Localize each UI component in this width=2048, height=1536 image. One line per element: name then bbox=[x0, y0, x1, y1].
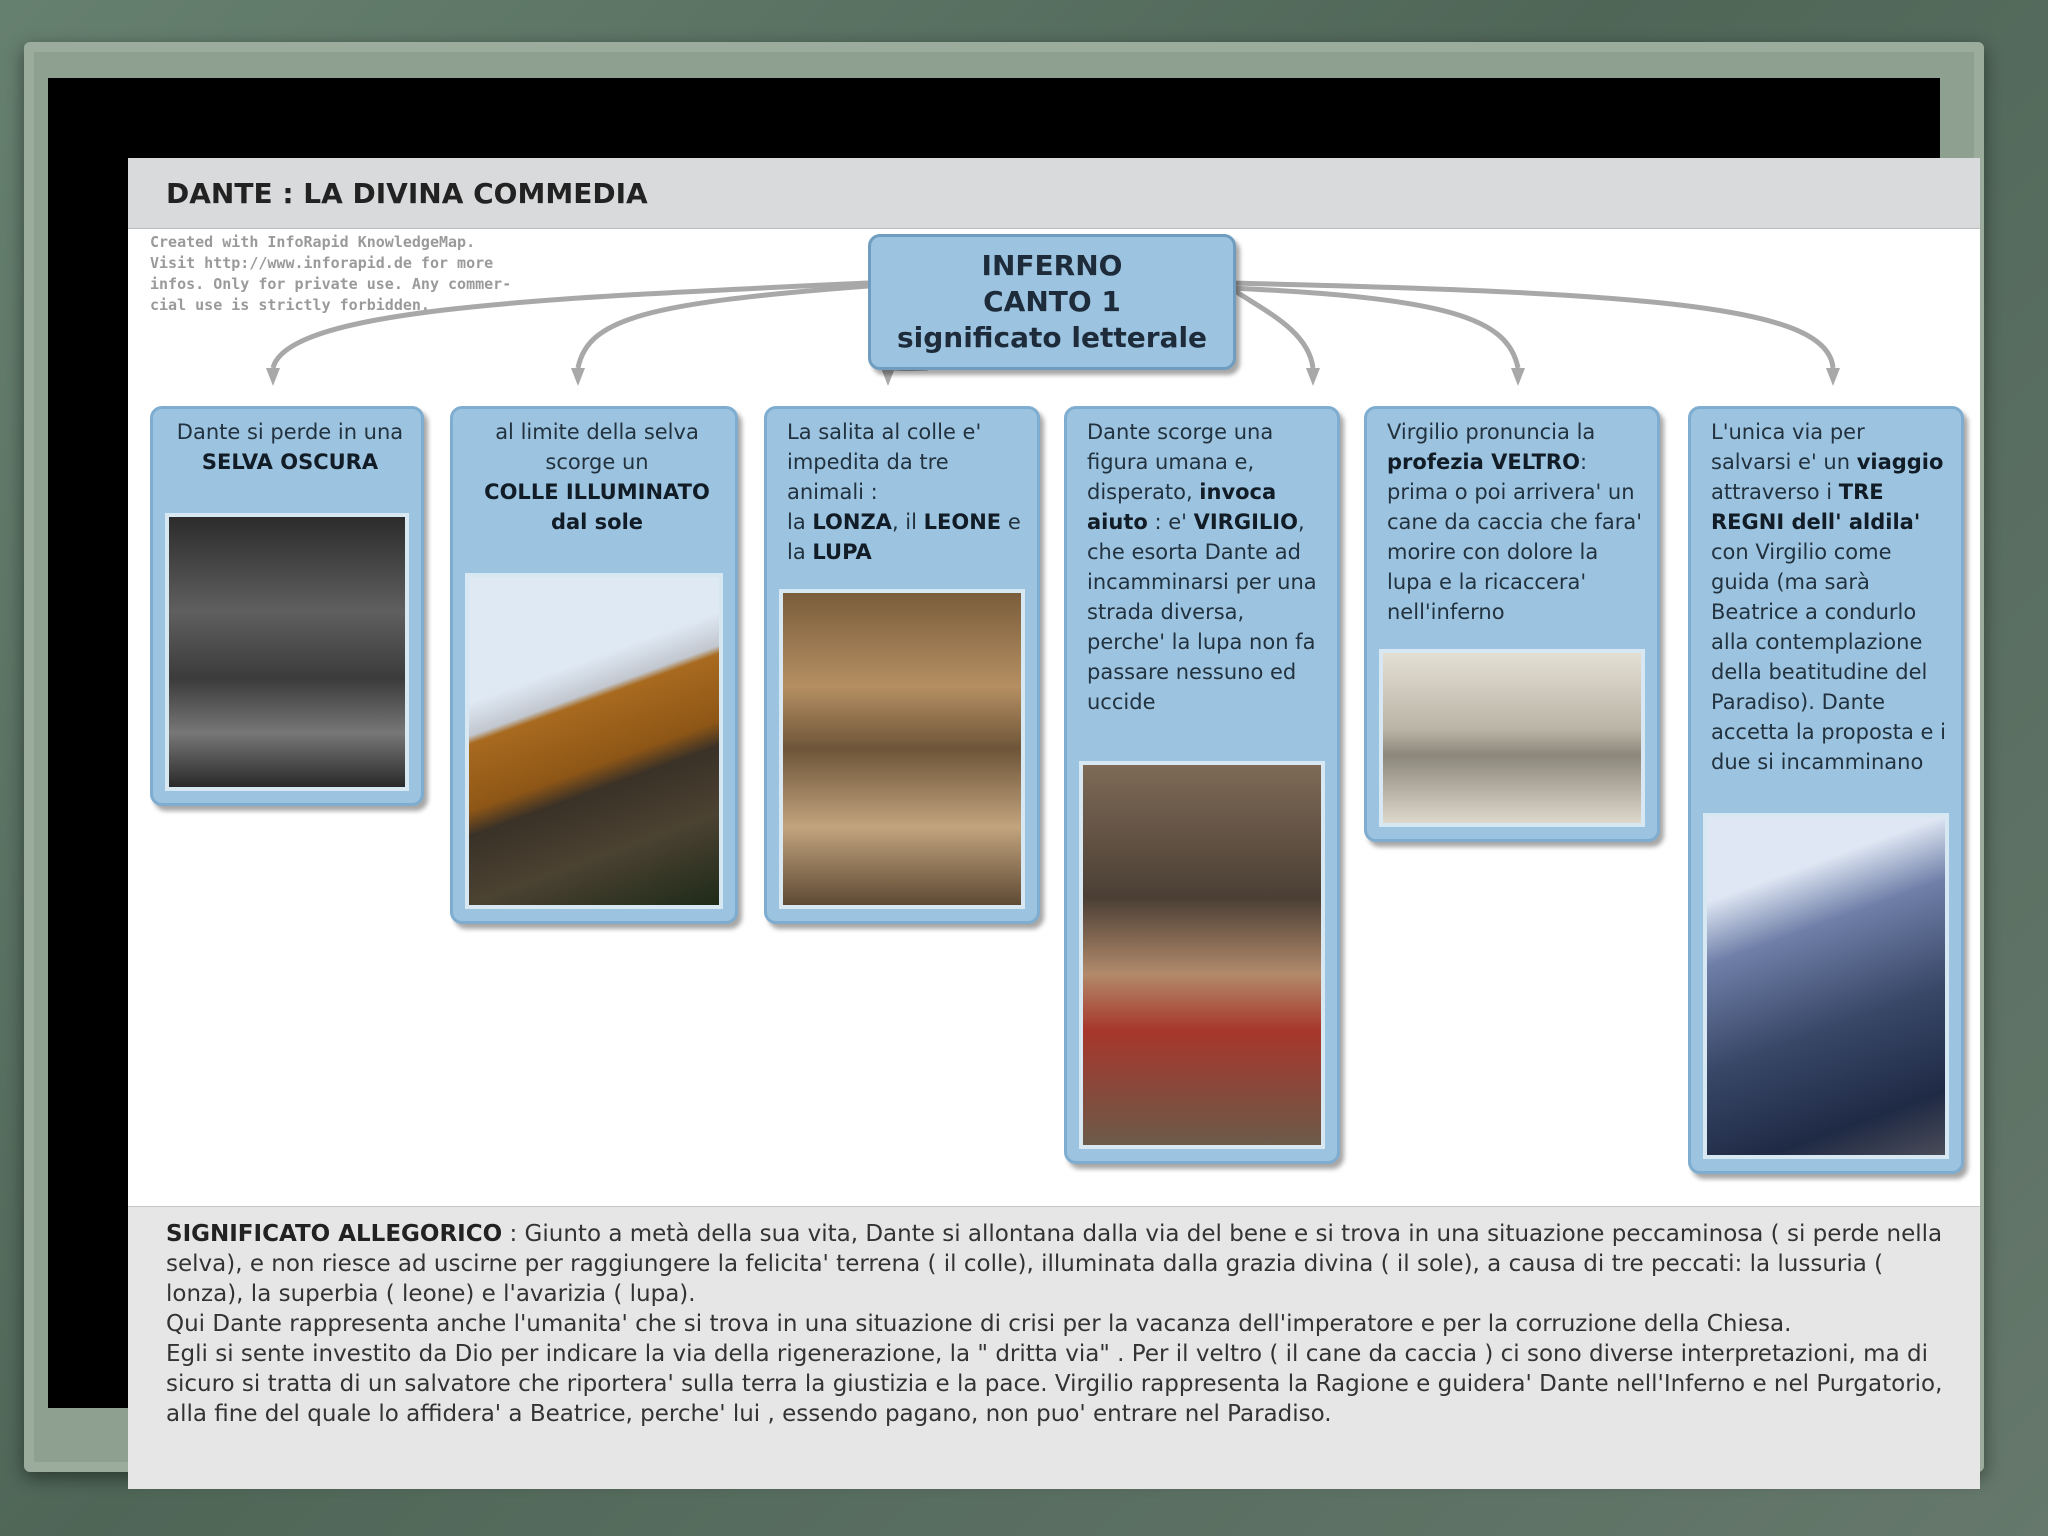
allegory-label: SIGNIFICATO ALLEGORICO bbox=[166, 1221, 503, 1247]
connector-2 bbox=[578, 286, 868, 368]
node-4-invoca: invoca aiuto bbox=[1087, 480, 1277, 534]
concept-map-panel bbox=[128, 158, 1980, 1488]
node-6-viaggio: viaggio bbox=[1856, 450, 1944, 474]
node-virgilio[interactable] bbox=[1064, 406, 1340, 1164]
node-1-intro: Dante si perde in una bbox=[176, 420, 404, 444]
node-4-text-c: , che esorta Dante ad incamminarsi per una strada diversa, perche' la lupa non fa passare nessuno ed uccide bbox=[1087, 510, 1317, 714]
credits-note: Created with InfoRapid KnowledgeMap. Visit http://www.inforapid.de for more infos. Only for private use. Any commer- cial use is strictly forbidden. bbox=[150, 233, 512, 314]
wolf-image bbox=[1379, 649, 1645, 827]
page-title: DANTE : LA DIVINA COMMEDIA bbox=[166, 177, 648, 210]
allegory-para-3: Egli si sente investito da Dio per indicare la via della rigenerazione, la " dritta via" . Per il veltro ( il cane da caccia ) ci sono diverse interpretazioni, ma di sicuro si tratta di un salvatore che riportera' sulla terra la giustizia e la pace. Virgilio rappresenta la Ragione e guidera' Dante nell'Inferno e nel Purgatorio, alla fine del quale lo affidera' a Beatrice, perche' lui , essendo pagano, non puo' entrare nel Paradiso. bbox=[166, 1341, 1943, 1427]
dark-forest-image bbox=[165, 513, 409, 791]
node-5-text-a: Virgilio pronuncia la bbox=[1387, 420, 1596, 444]
node-4-text-a: Dante scorge una figura umana e, disperato, bbox=[1087, 420, 1274, 504]
arrowhead-2 bbox=[571, 368, 585, 386]
node-3-la: la bbox=[787, 510, 813, 534]
root-node[interactable] bbox=[868, 234, 1236, 370]
arrowhead-3 bbox=[881, 368, 895, 386]
node-6-tre-regni: TRE REGNI dell' aldila' bbox=[1711, 480, 1921, 534]
node-profezia-veltro[interactable] bbox=[1364, 406, 1660, 842]
connector-4 bbox=[1228, 286, 1313, 368]
node-6-text-a: L'unica via per salvarsi e' un bbox=[1711, 420, 1865, 474]
slide bbox=[48, 78, 1946, 1427]
arrowhead-5 bbox=[1511, 368, 1525, 386]
allegory-para-2: Qui Dante rappresenta anche l'umanita' che si trova in una situazione di crisi per la vacanza dell'imperatore e per la corruzione della Chiesa. bbox=[166, 1311, 1792, 1337]
node-6-text-c: con Virgilio come guida (ma sarà Beatrice a condurlo alla contemplazione della beatitudine del Paradiso). Dante accetta la proposta e i due si incamminano bbox=[1711, 540, 1946, 774]
allegory-para-1: : Giunto a metà della sua vita, Dante si allontana dalla via del bene e si trova in una situazione peccaminosa ( si perde nella selva), e non riesce ad uscirne per raggiungere la felicita' terrena ( il colle), illuminata dalla grazia divina ( il sole), a causa di tre peccati: la lussuria ( lonza), la superbia ( leone) e l'avarizia ( lupa). bbox=[166, 1221, 1943, 1307]
node-3-intro: La salita al colle e' impedita da tre animali : bbox=[787, 420, 982, 504]
root-line-2: CANTO 1 bbox=[983, 285, 1121, 318]
node-1-bold: SELVA OSCURA bbox=[201, 450, 379, 474]
arrowhead-1 bbox=[266, 368, 280, 386]
arrowhead-6 bbox=[1826, 368, 1840, 386]
connector-5 bbox=[1230, 288, 1518, 368]
node-3-lupa: LUPA bbox=[812, 540, 872, 564]
node-selva-oscura[interactable] bbox=[150, 406, 424, 806]
node-5-veltro: profezia VELTRO bbox=[1387, 450, 1580, 474]
root-line-3: significato letterale bbox=[896, 321, 1208, 354]
sunlit-hill-image bbox=[465, 573, 723, 909]
node-tre-animali[interactable] bbox=[764, 406, 1040, 924]
three-beasts-image bbox=[779, 589, 1025, 909]
node-4-virgilio: VIRGILIO bbox=[1193, 510, 1298, 534]
allegorical-meaning-section bbox=[128, 1206, 1980, 1489]
node-3-il: , il bbox=[891, 510, 924, 534]
node-4-text-b: : e' bbox=[1147, 510, 1194, 534]
node-2-intro: al limite della selva scorge un bbox=[495, 420, 699, 474]
node-3-lonza: LONZA bbox=[812, 510, 892, 534]
node-tre-regni[interactable] bbox=[1688, 406, 1964, 1174]
root-line-1: INFERNO bbox=[981, 249, 1123, 282]
node-colle-illuminato[interactable] bbox=[450, 406, 738, 924]
node-3-leone: LEONE bbox=[923, 510, 1002, 534]
arrowhead-4 bbox=[1306, 368, 1320, 386]
mountain-path-image bbox=[1703, 813, 1949, 1159]
dante-virgil-image bbox=[1079, 761, 1325, 1149]
node-2-bold: COLLE ILLUMINATO dal sole bbox=[484, 480, 710, 534]
node-3-ela: e la bbox=[787, 510, 1021, 564]
node-5-text-b: : prima o poi arrivera' un cane da caccia che fara' morire con dolore la lupa e la ricaccera' nell'inferno bbox=[1387, 450, 1643, 624]
node-6-text-b: attraverso i bbox=[1711, 480, 1839, 504]
allegory-text bbox=[166, 1219, 1944, 1429]
